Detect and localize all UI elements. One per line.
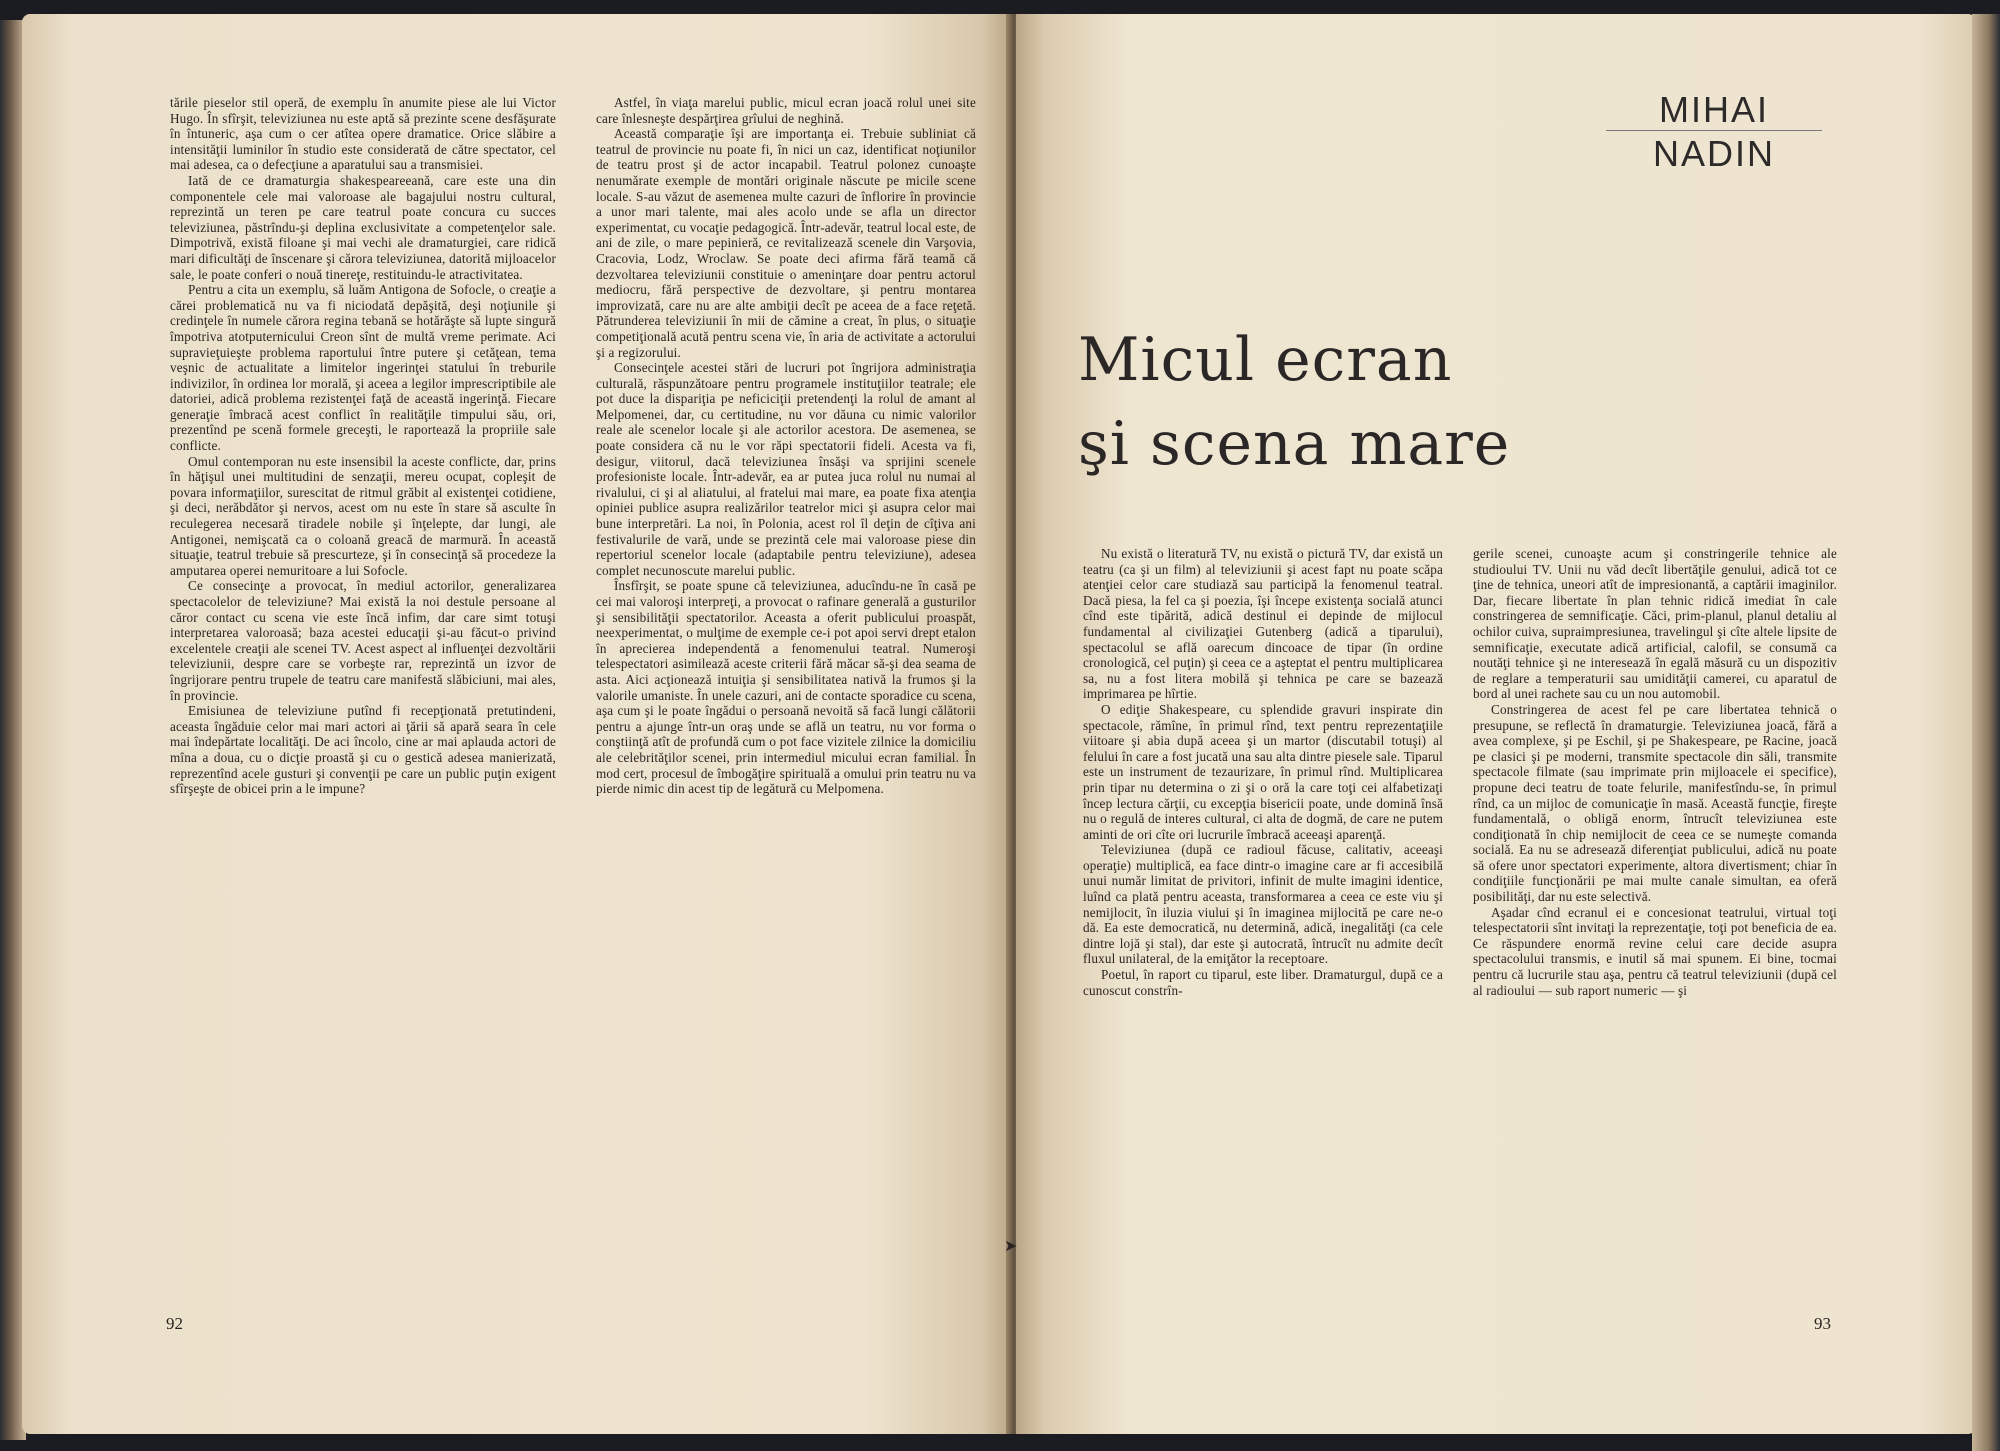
paragraph: Însfîrşit, se poate spune că televiziunea, aducîndu-ne în casă pe cei mai valoroşi interpreţi, a provocat o rafinare generală a gusturilor şi sensibilităţii spectatorilor. Aceasta a oferit publicului proaspăt, neexperimentat, o mulţime de exemple ce-i pot apoi servi drept etalon în aprecierea independentă a fenomenului teatral. Numeroşi telespectatori asimilează aceste criterii fără măcar să-şi dea seama de asta. Aici acţionează intuiţia şi sensibilitatea nativă la frumos şi la valorile umaniste. În unele cazuri, ani de contacte sporadice cu scena, aşa cum şi le poate îngădui o persoană nevoită să facă lungi călătorii pentru a ajunge într-un oraş unde se află un teatru, nu vor forma o conştiinţă atît de profundă cum o pot face vizitele zilnice la domiciliu ale celebrităţilor scenei, prin intermediul micului ecran familial. În mod cert, procesul de îmbogăţire spirituală a omului prin teatru nu va pierde nimic din acest tip de legătură cu Melpomena. — [596, 578, 976, 797]
paragraph: Această comparaţie îşi are importanţa ei. Trebuie subliniat că teatrul de provincie nu poate fi, în nici un caz, identificat noţiunilor de teatru prost şi de actor incapabil. Teatrul polonez cunoaşte nenumărate exemple de montări originale născute pe micile scene locale. S-au văzut de asemenea multe cazuri de înflorire în provincie a unor mari talente, mai ales acolo unde se afla un director experimentat, cu vocaţie pedagogică. Într-adevăr, teatrul local este, de ani de zile, o mare pepinieră, ce revitalizează scenele din Varşovia, Cracovia, Lodz, Wroclaw. Se poate deci afirma fără teamă că dezvoltarea televiziunii constituie o ameninţare doar pentru actorul mediocru, fără perspective de dezvoltare, şi pentru montarea improvizată, care nu are alte ambiţii decît pe aceea de a face reţetă. Pătrunderea televiziunii în mii de cămine a creat, în plus, o situaţie competiţională acută pentru scena vie, în aria de activitate a actorului şi a regizorului. — [596, 126, 976, 360]
paragraph: Televiziunea (după ce radioul făcuse, calitativ, aceeaşi operaţie) multiplică, ea face dintr-o imagine care ar fi accesibilă unui număr limitat de privitori, infinit de multe imagini identice, luînd ca plată pentru aceasta, transformarea a ceea ce este viu şi nemijlocit, în iluzia viului şi în imaginea mijlocită pe care ne-o dă. Ea este democratică, nu determină, adică, inegalităţi (ca cele dintre lojă şi stal), dar este şi autocrată, întrucît nu admite decît fluxul unilateral, de la emiţător la receptoare. — [1083, 842, 1443, 967]
right-column-2 — [1473, 546, 1837, 998]
paragraph: Nu există o literatură TV, nu există o pictură TV, dar există un teatru (ca şi un film) al televiziunii şi acest fapt nu poate scăpa atenţiei celor care studiază sau participă la fenomenul teatral. Dacă piesa, la fel ca şi poezia, îşi începe existenţa socială atunci cînd este tipărită, adică destinul ei depinde de mijlocul fundamental al civilizaţiei Gutenberg (adică a tiparului), spectacolul se află oarecum dincoace de tipar (în ordine cronologică, cel puţin) şi ceea ce a aşteptat el pentru multiplicarea sa, nu a fost litera mobilă şi tehnica pe care se bazează imprimarea pe hîrtie. — [1083, 546, 1443, 702]
left-column-1 — [170, 95, 556, 797]
paragraph: gerile scenei, cunoaşte acum şi constringerile tehnice ale studioului TV. Unii nu văd decît libertăţile genului, adică tot ce ţine de tehnica, uneori atît de impresionantă, a captării imaginilor. Dar, fiecare libertate în plan tehnic ridică imediat în cale constringerea de semnificaţie. Căci, prim-planul, planul detaliu al ochilor cuiva, supraimpresiunea, travelingul şi cîte altele lipsite de semnificaţie, executate adică artificial, calofil, se consumă ca noutăţi tehnice şi ne interesează în egală măsură cu un dispozitiv de reglare a temperaturii sau umidităţii camerei, cu aparatul de bord al unei rachete sau cu un nou automobil. — [1473, 546, 1837, 702]
article-title — [1078, 318, 1638, 486]
paragraph: Omul contemporan nu este insensibil la aceste conflicte, dar, prins în hăţişul unei multitudini de senzaţii, mereu ocupat, copleşit de povara informaţiilor, surescitat de ritmul grăbit al existenţei cotidiene, şi deci, nerăbdător şi nervos, acest om nu este în stare să asculte în reculegerea necesară tiradele nobile şi înţelepte, dar lungi, ale Antigonei, nemişcată ca o coloană greacă de marmură. În această situaţie, teatrul trebuie să prescurteze, şi în consecinţă să procedeze la amputarea operei nemuritoare a lui Sofocle. — [170, 453, 556, 578]
book-edge-right — [1972, 14, 2000, 1451]
left-column-2 — [596, 95, 976, 797]
paragraph: Astfel, în viaţa marelui public, micul ecran joacă rolul unei site care înlesneşte despărţirea grîului de neghină. — [596, 95, 976, 126]
gutter-arrow-icon: ➤ — [1004, 1238, 1018, 1255]
author-last-name: NADIN — [1652, 133, 1775, 174]
paragraph: O ediţie Shakespeare, cu splendide gravuri inspirate din spectacole, rămîne, în primul rînd, text pentru reprezentaţiile viitoare şi abia după aceea şi un martor (discutabil totuşi) al felului în care a fost jucată una sau alta dintre piesele sale. Tiparul este un instrument de tezaurizare, în primul rînd. Multiplicarea prin tipar nu determina o zi şi o oră la care toţi cei alfabetizaţi încep lectura cărţii, cu excepţia bisericii poate, unde domină însă nu o regulă de interes cultural, ci alta de dogmă, de care ne putem aminti de ori cîte ori lucrurile îmbracă aceeaşi aparenţă. — [1083, 701, 1443, 842]
author-rule — [1606, 130, 1822, 131]
paragraph: Constringerea de acest fel pe care libertatea tehnică o presupune, se reflectă în dramaturgie. Televiziunea joacă, fără a avea complexe, şi pe Eschil, şi pe Shakespeare, pe Racine, joacă pe clasici şi pe moderni, transmite spectacole din săli, transmite spectacole filmate (sau imprimate prin mijloacele ei specifice), propune deci teatru de toate felurile, manifestîndu-se, în primul rînd, ca un mijloc de comunicaţie în masă. Această funcţie, fireşte fundamentală, o obligă enorm, întrucît televiziunea este condiţionată în chip nemijlocit de ceea ce se numeşte comanda socială. Ea nu se adresează diferenţiat publicului, adică nu poate să ofere unor spectatori experimente, altora divertisment; chiar în condiţiile funcţionării pe mai multe canale simultan, ea oferă posibilităţi, dar nu este selectivă. — [1473, 701, 1837, 905]
author-first-name: MIHAI — [1658, 89, 1769, 130]
author-name — [1606, 88, 1822, 176]
title-line-1: Micul ecran — [1078, 325, 1453, 395]
page-number-right: 93 — [1814, 1314, 1831, 1333]
paragraph: Ce consecinţe a provocat, în mediul actorilor, generalizarea spectacolelor de televiziune? Mai există la noi destule persoane al căror contact cu scena vie este încă infim, dar care simt totuşi interpretarea valoroasă; baza acestei educaţii şi-au făcut-o privind excelentele creaţii ale scenei TV. Acest aspect al influenţei dezvoltării televiziunii, despre care se vorbeşte rar, reprezintă un izvor de îngrijorare pentru trupele de teatru care manifestă slăbiciuni, mai ales, în provincie. — [170, 578, 556, 703]
page-number-left: 92 — [166, 1314, 183, 1333]
paragraph: Consecinţele acestei stări de lucruri pot îngrijora administraţia culturală, răspunzătoare pentru programele instituţiilor teatrale; ele pot duce la dispariţia pe neficiciţii pretendenţi la rolul de amant al Melpomenei, dar, cu certitudine, nu vor dăuna cu nimic valorilor reale ale scenelor locale şi ale actorilor acestora. De asemenea, se poate considera că nu le vor răpi spectatorii fideli. Acesta va fi, desigur, viitorul, dacă televiziunea însăşi va sprijini scenele profesioniste locale. Într-adevăr, ea ar putea juca rolul nu numai al rivalului, ci şi al aliatului, al fratelui mai mare, ea poate fixa atenţia opiniei publice asupra realizărilor teatrelor mici şi asupra celor mai bune interpretări. La noi, în Polonia, acest rol îl deţin de cîţiva ani festivalurile de vară, unde se prezintă cele mai valoroase piese din repertoriul scenelor locale (adaptabile pentru televiziune), adesea complet necunoscute marelui public. — [596, 360, 976, 578]
paragraph: Poetul, în raport cu tiparul, este liber. Dramaturgul, după ce a cunoscut constrîn- — [1083, 967, 1443, 998]
paragraph: tările pieselor stil operă, de exemplu în anumite piese ale lui Victor Hugo. În sfîrşit, televiziunea nu este aptă să prezinte scene desfăşurate în întuneric, aşa cum o cer atîtea opere dramatice. Orice slăbire a intensităţii luminilor în studio este considerată de către spectator, cel mai adesea, ca o defecţiune a aparatului sau a transmisiei. — [170, 95, 556, 173]
paragraph: Aşadar cînd ecranul ei e concesionat teatrului, virtual toţi telespectatorii sînt invitaţi la reprezentaţie, toţi pot beneficia de ea. Ce răspundere enormă revine celui care decide asupra spectacolului transmis, e inutil să mai spunem. Ei bine, tocmai pentru că lucrurile stau aşa, pentru că teatrul televiziunii (după cel al radioului — sub raport numeric — şi — [1473, 904, 1837, 998]
paragraph: Emisiunea de televiziune putînd fi recepţionată pretutindeni, aceasta îngăduie celor mai mari actori ai ţării să apară seara în cele mai îndepărtate localităţi. De aci încolo, cine ar mai aplauda actori de mîna a doua, cu o dicţie proastă şi cu o gestică adesea manierizată, reprezentînd acele gusturi şi convenţii pe care un public puţin exigent sfîrşeşte de obicei prin a le impune? — [170, 703, 556, 797]
title-line-2: şi scena mare — [1078, 409, 1511, 479]
paragraph: Iată de ce dramaturgia shakespeareeană, care este una din componentele cele mai valoroase ale bagajului nostru cultural, reprezintă un teren pe care teatrul poate concura cu succes televiziunea, păstrîndu-şi deplina exclusivitate a competenţelor sale. Dimpotrivă, există filoane şi mai vechi ale dramaturgiei, care ridică mari dificultăţi de înscenare şi cărora televiziunea, datorită mijloacelor sale, le poate conferi o nouă tinereţe, restituindu-le atractivitatea. — [170, 172, 556, 282]
paragraph: Pentru a cita un exemplu, să luăm Antigona de Sofocle, o creaţie a cărei problematică nu va fi niciodată depăşită, deşi noţiunile şi credinţele în numele cărora regina tebană se hotărăşte să lupte singură împotriva atotputernicului Creon sînt de multă vreme perimate. Aci supravieţuieşte problema raportului între putere şi cetăţean, tema veşnic de actualitate a limitelor ingerinţei statului în treburile indivizilor, în ordinea lor morală, şi aceea a legilor imprescriptibile ale datoriei, adică problema rezistenţei faţă de această ingerinţă. Fiecare generaţie îmbracă acest conflict în realităţile timpului său, ori, prezentînd pe scenă formele greceşti, le raportează la propriile sale conflicte. — [170, 282, 556, 454]
right-column-1 — [1083, 546, 1443, 998]
